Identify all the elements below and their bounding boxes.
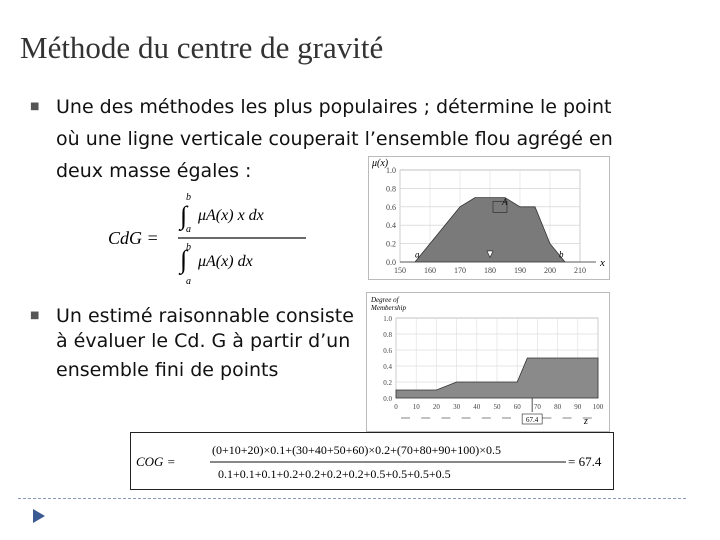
play-triangle-icon[interactable] xyxy=(32,508,46,524)
x-tick-label: 80 xyxy=(554,403,562,411)
cog-formula xyxy=(132,434,610,486)
x-tick-label: 180 xyxy=(484,266,496,275)
x-tick-label: 20 xyxy=(432,403,440,411)
y-tick-label: 0.4 xyxy=(386,221,396,231)
x-tick-label: 160 xyxy=(424,266,436,275)
cdg-denominator: μA(x) dx xyxy=(198,253,253,270)
y-tick-label: 0.0 xyxy=(386,258,396,267)
x-tick-label: 30 xyxy=(453,403,461,411)
bullet-2-line-3: ensemble fini de points xyxy=(56,359,279,381)
x-tick-label: 10 xyxy=(412,403,420,411)
x-tick-label: 150 xyxy=(394,266,406,275)
x-tick-label: 0 xyxy=(394,403,398,411)
cdg-formula xyxy=(100,188,340,288)
y-tick-label: 0.4 xyxy=(383,363,392,371)
y-tick-label: 0.8 xyxy=(383,331,392,339)
x-axis-label: x xyxy=(600,257,605,269)
y-tick-label: 0.2 xyxy=(386,239,396,249)
cdg-numerator: μA(x) x dx xyxy=(198,207,264,224)
x-tick-label: 60 xyxy=(513,403,521,411)
y-tick-label: 1.0 xyxy=(383,315,392,323)
lower-limit-top: a xyxy=(186,224,191,235)
y-axis-label-line-1: Degree of xyxy=(371,296,399,304)
upper-limit-top: b xyxy=(186,192,191,203)
bullet-2-line-1: Un estimé raisonnable consiste xyxy=(56,305,354,327)
x-tick-label: 100 xyxy=(592,403,604,411)
integral-sign-bottom: ∫ xyxy=(180,245,188,274)
x-axis-label: z xyxy=(584,416,588,427)
y-tick-label: 0.0 xyxy=(383,395,392,403)
x-tick-label: 170 xyxy=(454,266,466,275)
bullet-1-line-1: Une des méthodes les plus populaires ; détermine le point xyxy=(56,96,612,118)
footer-separator xyxy=(18,498,686,499)
bullet-marker: ■ xyxy=(30,101,40,112)
cog-denominator: 0.1+0.1+0.1+0.2+0.2+0.2+0.2+0.5+0.5+0.5+0.5 xyxy=(218,467,451,481)
y-tick-label: 1.0 xyxy=(386,166,396,175)
x-tick-label: 200 xyxy=(544,266,556,275)
y-tick-label: 0.2 xyxy=(383,379,392,387)
x-tick-label: 40 xyxy=(473,403,481,411)
x-tick-label: 90 xyxy=(574,403,582,411)
cog-result: = 67.4 xyxy=(568,454,602,469)
x-tick-label: 70 xyxy=(533,403,541,411)
x-tick-label: 210 xyxy=(574,266,586,275)
y-tick-label: 0.8 xyxy=(386,184,396,194)
x-tick-label: 50 xyxy=(493,403,501,411)
bullet-1-line-3: deux masse égales : xyxy=(56,160,252,182)
set-label-A: A xyxy=(502,196,508,207)
cog-numerator: (0+10+20)×0.1+(30+40+50+60)×0.2+(70+80+90+100)×0.5 xyxy=(212,443,501,457)
bullet-1-line-2: où une ligne verticale couperait l’ensemble flou agrégé en xyxy=(56,128,613,150)
y-axis-label-line-2: Membership xyxy=(371,304,406,312)
upper-limit-bottom: b xyxy=(186,242,191,253)
slide-title: Méthode du centre de gravité xyxy=(20,30,384,65)
bullet-marker: ■ xyxy=(30,310,40,321)
lower-bound-label: a xyxy=(415,249,420,260)
upper-bound-label: b xyxy=(559,249,564,260)
membership-chart-1 xyxy=(368,156,610,280)
x-tick-label: 190 xyxy=(514,266,526,275)
centroid-value-label: 67.4 xyxy=(526,416,539,424)
cdg-lhs: CdG = xyxy=(108,228,159,248)
bullet-2-line-2: à évaluer le Cd. G à partir d’un xyxy=(56,330,351,352)
y-tick-label: 0.6 xyxy=(383,347,392,355)
cog-lhs: COG = xyxy=(136,454,176,469)
lower-limit-bottom: a xyxy=(186,276,191,287)
membership-chart-2 xyxy=(366,292,610,432)
y-tick-label: 0.6 xyxy=(386,202,396,212)
integral-sign-top: ∫ xyxy=(180,201,188,230)
y-axis-label: μ(x) xyxy=(372,158,389,169)
